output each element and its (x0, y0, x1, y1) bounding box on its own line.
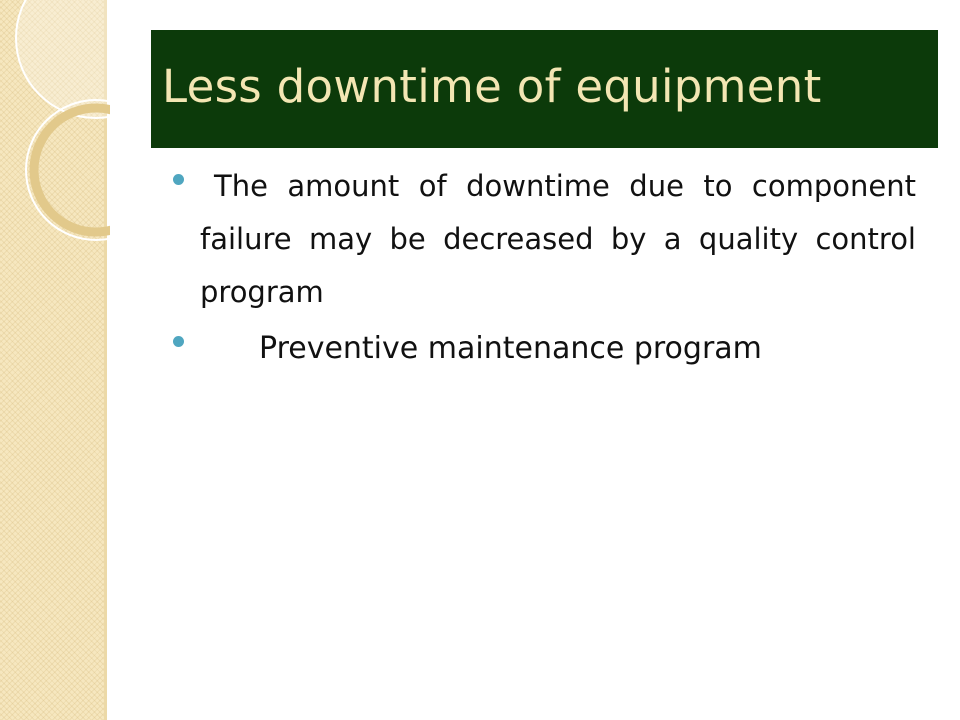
decorative-ring-white (26, 100, 110, 240)
bullet-dot-icon (173, 174, 184, 185)
bullet-item (173, 160, 918, 319)
bullet-text: Preventive maintenance program (259, 331, 762, 366)
decorative-circles (0, 0, 110, 260)
decorative-ring-gold (34, 108, 110, 232)
title-bar (151, 30, 938, 148)
bullet-text: The amount of downtime due to component failure may be decreased by a quality control program (200, 169, 916, 309)
bullet-dot-icon (173, 336, 184, 347)
bullet-item (173, 322, 918, 375)
slide-title: Less downtime of equipment (162, 59, 822, 113)
